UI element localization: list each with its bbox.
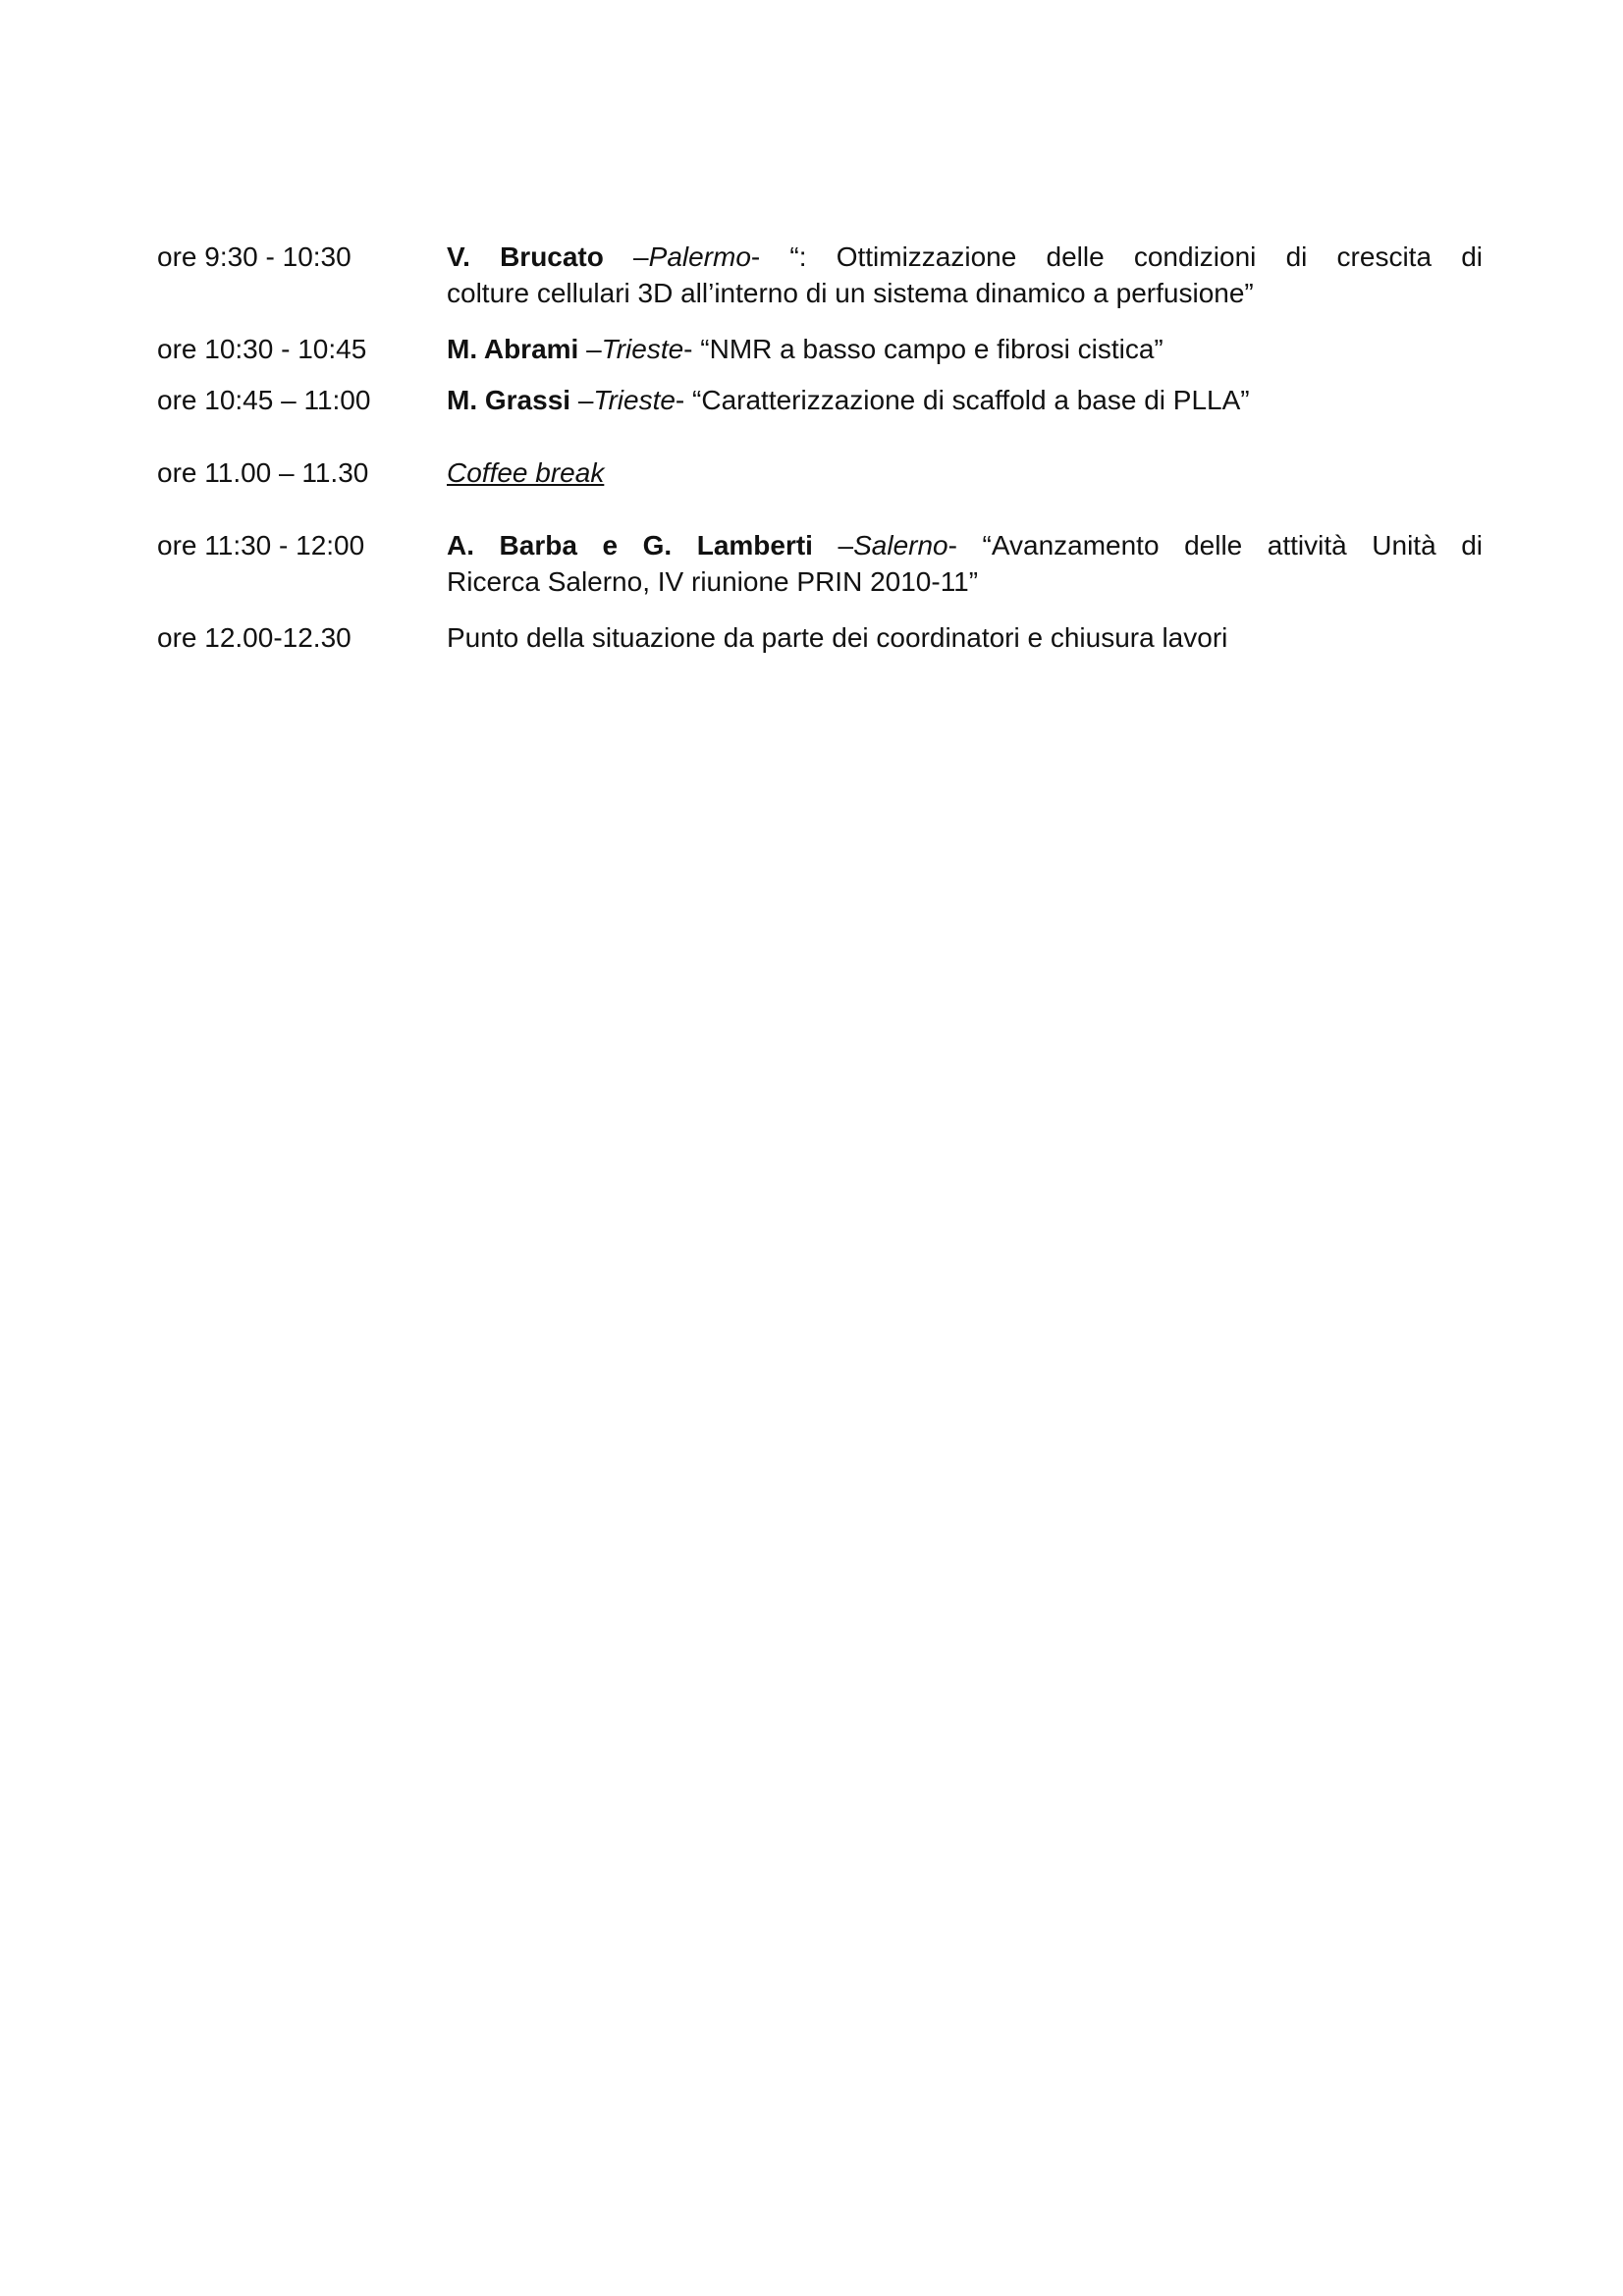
time-slot: ore 9:30 - 10:30 — [157, 241, 352, 272]
break-description — [447, 454, 1483, 491]
closing-description — [447, 619, 1483, 656]
talk-title: - “: Ottimizzazione delle condizioni di crescita di — [750, 241, 1483, 272]
talk-title-continued: colture cellulari 3D all’interno di un sistema dinamico a perfusione” — [447, 278, 1254, 308]
closing-text: Punto della situazione da parte dei coordinatori e chiusura lavori — [447, 622, 1228, 653]
talk-title: - “NMR a basso campo e fibrosi cistica” — [683, 334, 1163, 364]
talk-description — [447, 239, 1483, 311]
dash: – — [578, 334, 602, 364]
speaker-name: A. Barba e G. Lamberti — [447, 530, 813, 561]
speaker-name: M. Abrami — [447, 334, 579, 364]
talk-line — [447, 527, 1483, 563]
talk-line — [447, 239, 1483, 275]
talk-title-continued: Ricerca Salerno, IV riunione PRIN 2010-11” — [447, 566, 979, 597]
speaker-city: Trieste — [593, 385, 676, 415]
speaker-city: Salerno — [853, 530, 948, 561]
coffee-break-label: Coffee break — [447, 457, 605, 488]
time-slot: ore 12.00-12.30 — [157, 622, 352, 653]
dash: – — [812, 530, 854, 561]
time-slot: ore 10:30 - 10:45 — [157, 334, 367, 364]
talk-line — [447, 331, 1483, 367]
speaker-name: M. Grassi — [447, 385, 571, 415]
speaker-city: Trieste — [601, 334, 684, 364]
time-slot: ore 11.00 – 11.30 — [157, 457, 369, 488]
dash: – — [603, 241, 649, 272]
talk-description — [447, 527, 1483, 600]
talk-description — [447, 382, 1483, 418]
talk-title: - “Avanzamento delle attività Unità di — [947, 530, 1483, 561]
time-slot: ore 11:30 - 12:00 — [157, 530, 365, 561]
talk-line — [447, 382, 1483, 418]
talk-title: - “Caratterizzazione di scaffold a base di PLLA” — [675, 385, 1250, 415]
speaker-city: Palermo — [648, 241, 751, 272]
speaker-name: V. Brucato — [447, 241, 604, 272]
dash: – — [570, 385, 594, 415]
time-slot: ore 10:45 – 11:00 — [157, 385, 371, 415]
talk-description — [447, 331, 1483, 367]
